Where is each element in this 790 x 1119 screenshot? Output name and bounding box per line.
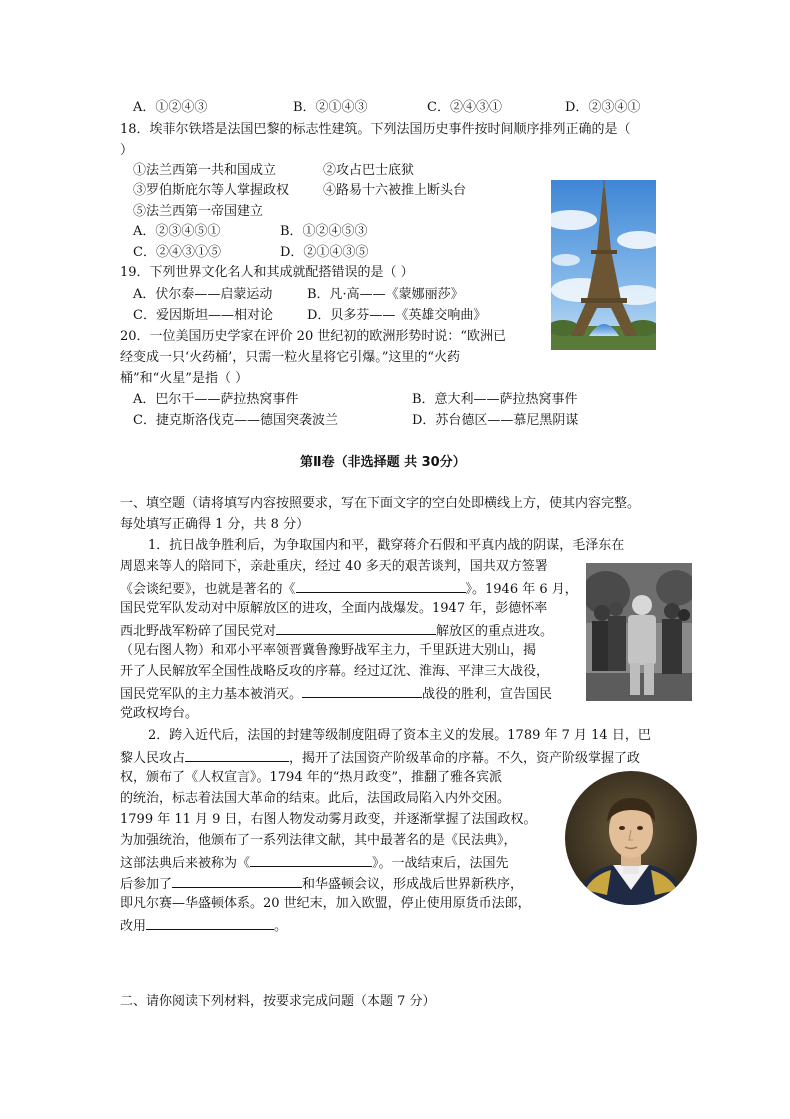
napoleon-portrait xyxy=(563,770,699,907)
q20-option-a: A．巴尔干——萨拉热窝事件 xyxy=(133,392,299,407)
q18-option-c: C．②④③①⑤ xyxy=(133,245,221,260)
q19-option-a: A．伏尔泰——启蒙运动 xyxy=(133,287,273,302)
p1-text: 解放区的重点进攻。 xyxy=(436,624,554,639)
p1-text: 》。1946 年 6 月， xyxy=(465,582,578,597)
q20-option-d: D．苏台德区——慕尼黑阴谋 xyxy=(412,413,579,428)
p2-text: 这部法典后来被称为《 xyxy=(120,856,251,871)
q20-stem-line-1: 20．一位美国历史学家在评价 20 世纪初的欧洲形势时说：“欧洲已 xyxy=(120,329,506,344)
q19-option-b: B．凡·高——《蒙娜丽莎》 xyxy=(307,287,464,302)
blank-code-name[interactable] xyxy=(250,852,372,867)
p2-line-2 xyxy=(120,747,640,769)
p2-line-8 xyxy=(120,873,523,895)
p2-text: 和华盛顿会议，形成战后世界新秩序， xyxy=(302,877,524,892)
p2-text: 改用 xyxy=(120,919,147,934)
p1-line-1: 1．抗日战争胜利后，为争取国内和平，戳穿蒋介石假和平真内战的阴谋，毛泽东在 xyxy=(148,538,625,553)
eiffel-tower-image xyxy=(551,180,656,350)
q18-stem: 18．埃菲尔铁塔是法国巴黎的标志性建筑。下列法国历史事件按时间顺序排列正确的是（ xyxy=(120,122,631,137)
q19-option-c: C．爱因斯坦——相对论 xyxy=(133,308,273,323)
p2-line-5: 1799 年 11 月 9 日，右图人物发动雾月政变，并逐渐掌握了法国政权。 xyxy=(120,812,537,827)
q18-item-3: ③罗伯斯庇尔等人掌握政权 xyxy=(133,183,290,198)
blank-campaign[interactable] xyxy=(302,683,422,698)
p2-text: 后参加了 xyxy=(120,877,173,892)
q18-option-d: D．②①④③⑤ xyxy=(280,245,369,260)
q20-option-c: C．捷克斯洛伐克——德国突袭波兰 xyxy=(133,413,338,428)
p1-text: 《会谈纪要》，也就是著名的《 xyxy=(120,582,296,597)
q18-item-2: ②攻占巴士底狱 xyxy=(323,163,415,178)
part-two-title: 第Ⅱ卷（非选择题 共 30分） xyxy=(300,455,466,470)
fill-heading-line-1: 一、填空题（请将填写内容按照要求，写在下面文字的空白处即横线上方，使其内容完整。 xyxy=(120,496,641,511)
q18-item-1: ①法兰西第一共和国成立 xyxy=(133,163,277,178)
p1-line-3 xyxy=(120,578,578,600)
p2-text: 。 xyxy=(274,919,288,934)
fill-heading-line-2: 每处填写正确得 1 分，共 8 分） xyxy=(120,517,310,532)
q18-item-4: ④路易十六被推上断头台 xyxy=(323,183,467,198)
q17-option-b: B．②①④③ xyxy=(293,100,368,115)
p2-line-9: 即凡尔赛—华盛顿体系。20 世纪末，加入欧盟，停止使用原货币法郎， xyxy=(120,896,531,911)
p2-line-3: 权，颁布了《人权宣言》。1794 年的“热月政变”，推翻了雅各宾派 xyxy=(120,770,503,785)
p2-text: ，揭开了法国资产阶级革命的序幕。不久，资产阶级掌握了政 xyxy=(289,751,641,766)
q19-stem: 19．下列世界文化名人和其成就配搭错误的是（ ） xyxy=(120,265,414,280)
reading-section-heading: 二、请你阅读下列材料，按要求完成问题（本题 7 分） xyxy=(120,994,436,1009)
p2-line-6: 为加强统治，他颁布了一系列法律文献，其中最著名的是《民法典》， xyxy=(120,833,517,848)
p1-line-2: 周恩来等人的陪同下，亲赴重庆，经过 40 多天的艰苦谈判，国共双方签署 xyxy=(120,559,548,574)
p1-line-8 xyxy=(120,683,552,705)
blank-currency[interactable] xyxy=(146,915,274,930)
p1-text: 国民党军队的主力基本被消灭。 xyxy=(120,687,303,702)
p2-text: 》。一战结束后，法国先 xyxy=(372,856,509,871)
q17-option-a: A．①②④③ xyxy=(133,100,208,115)
blank-conference[interactable] xyxy=(172,873,302,888)
q20-stem-line-3: 桶”和“火星”是指（ ） xyxy=(120,371,249,386)
p2-line-7 xyxy=(120,852,509,874)
p2-line-10 xyxy=(120,915,287,937)
p2-line-4: 的统治，标志着法国大革命的结束。此后，法国政局陷入内外交困。 xyxy=(120,791,511,806)
historical-figure-photo xyxy=(586,563,692,701)
p1-line-9: 党政权垮台。 xyxy=(120,706,199,721)
p1-text: 西北野战军粉碎了国民党对 xyxy=(120,624,277,639)
blank-liberated-area[interactable] xyxy=(276,620,436,635)
q20-option-b: B．意大利——萨拉热窝事件 xyxy=(412,392,578,407)
p1-line-5 xyxy=(120,620,553,642)
q20-stem-line-2: 经变成一只‘火药桶’，只需一粒火星将它引爆。”这里的“火药 xyxy=(120,350,461,365)
p1-line-7: 开了人民解放军全国性战略反攻的序幕。经过辽沈、淮海、平津三大战役， xyxy=(120,664,550,679)
p1-line-6: （见右图人物）和邓小平率领晋冀鲁豫野战军主力，千里跃进大别山，揭 xyxy=(120,643,537,658)
q17-option-d: D．②③④① xyxy=(565,100,641,115)
q17-option-c: C．②④③① xyxy=(427,100,502,115)
q19-option-d: D．贝多芬——《英雄交响曲》 xyxy=(307,308,487,323)
q18-option-b: B．①②④⑤③ xyxy=(280,224,368,239)
p2-text: 黎人民攻占 xyxy=(120,751,186,766)
blank-treaty[interactable] xyxy=(296,578,466,593)
blank-bastille[interactable] xyxy=(185,747,289,762)
p1-text: 战役的胜利，宣告国民 xyxy=(422,687,553,702)
q18-stem-end: ） xyxy=(120,143,134,158)
q18-item-5: ⑤法兰西第一帝国建立 xyxy=(133,204,264,219)
p2-line-1: 2．跨入近代后，法国的封建等级制度阻碍了资本主义的发展。1789 年 7 月 14 日，巴 xyxy=(148,728,651,743)
p1-line-4: 国民党军队发动对中原解放区的进攻，全面内战爆发。1947 年，彭德怀率 xyxy=(120,601,548,616)
q18-option-a: A．②③④⑤① xyxy=(133,224,221,239)
